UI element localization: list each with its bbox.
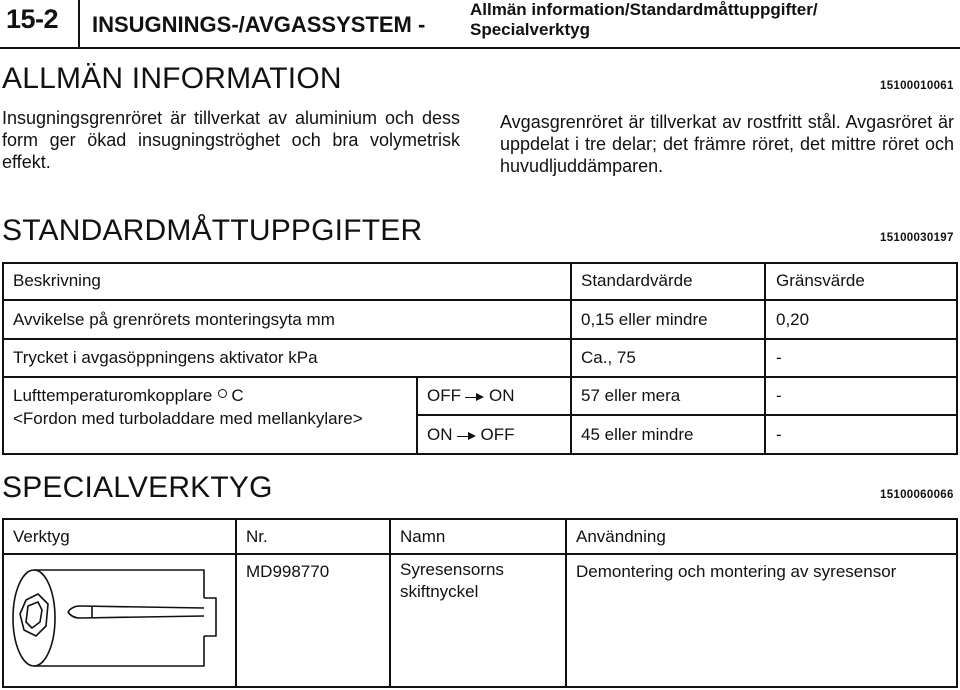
tool-usage: Demontering och montering av syresensor — [576, 562, 897, 581]
tool-name: Syresensorns skiftnyckel — [400, 560, 504, 601]
row1-standard: 0,15 eller mindre — [581, 310, 708, 329]
row2-standard: Ca., 75 — [581, 348, 636, 367]
switch-state-to: ON — [489, 386, 515, 405]
wrench-tool-illustration — [8, 560, 228, 684]
general-info-code: 15100010061 — [880, 80, 954, 92]
general-info-left-text: Insugningsgrenröret är tillverkat av aluminium och dess form ger ökad insugningströghet och bra volymetrisk effekt. — [2, 108, 460, 172]
switch-unit: C — [231, 386, 244, 405]
switch-description-line1: Lufttemperaturomkopplare — [13, 386, 213, 405]
general-info-title: ALLMÄN INFORMATION — [2, 62, 342, 95]
header-subtitle-line2: Specialverktyg — [470, 20, 591, 39]
standard-values-title: STANDARDMÅTTUPPGIFTER — [2, 214, 423, 247]
switch-sub1-limit: - — [776, 386, 782, 405]
section-title: INSUGNINGS-/AVGASSYSTEM - — [92, 12, 426, 37]
row2-description: Trycket i avgasöppningens aktivator kPa — [13, 348, 318, 367]
degree-symbol-icon — [218, 389, 227, 398]
switch-sub2-standard: 45 eller mindre — [581, 425, 694, 444]
row1-limit: 0,20 — [776, 310, 810, 329]
header-divider — [78, 0, 80, 48]
header-subtitle — [470, 0, 818, 40]
col-header-standard: Standardvärde — [581, 271, 693, 290]
page-number: 15-2 — [6, 4, 59, 34]
header-rule — [0, 47, 960, 49]
switch-description — [13, 386, 244, 406]
switch-description-line2: <Fordon med turboladdare med mellankylare> — [13, 409, 363, 428]
switch-off-on — [427, 386, 515, 406]
switch-state-to: OFF — [480, 425, 515, 444]
switch-state-from: OFF — [427, 386, 461, 405]
standard-values-code: 15100030197 — [880, 232, 954, 244]
switch-on-off — [427, 425, 515, 445]
special-tools-code: 15100060066 — [880, 489, 954, 501]
switch-sub2-limit: - — [776, 425, 782, 444]
arrow-right-icon — [457, 431, 477, 441]
col-header-tool: Verktyg — [13, 527, 70, 546]
tool-number: MD998770 — [246, 562, 330, 581]
switch-state-from: ON — [427, 425, 453, 444]
col-header-number: Nr. — [246, 527, 268, 546]
col-header-limit: Gränsvärde — [776, 271, 865, 290]
general-info-right-text: Avgasgrenröret är tillverkat av rostfritt stål. Avgasröret är uppdelat i tre delar; det främre röret, det mittre röret och huvudljuddämparen. — [500, 112, 954, 176]
arrow-right-icon — [465, 392, 485, 402]
special-tools-title: SPECIALVERKTYG — [2, 471, 273, 504]
header-subtitle-line1: Allmän information/Standardmåttuppgifter/ — [470, 0, 818, 19]
switch-sub1-standard: 57 eller mera — [581, 386, 681, 405]
col-header-description: Beskrivning — [13, 271, 101, 290]
row1-description: Avvikelse på grenrörets monteringsyta mm — [13, 310, 335, 329]
col-header-usage: Användning — [576, 527, 666, 546]
row2-limit: - — [776, 348, 782, 367]
col-header-name: Namn — [400, 527, 446, 546]
